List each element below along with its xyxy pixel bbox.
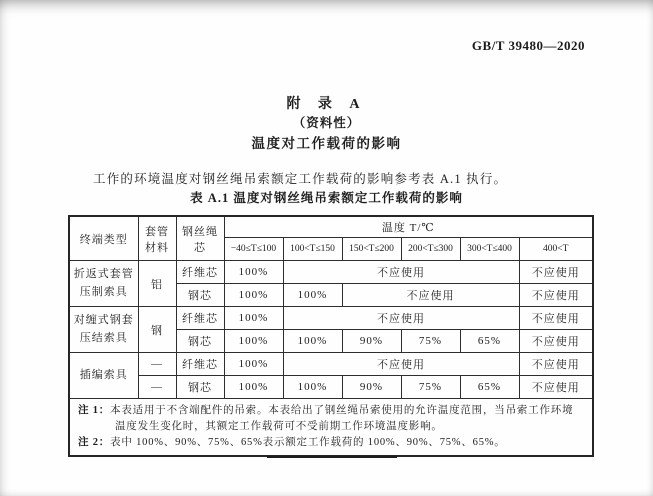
sleeve-material-header: [138, 216, 176, 261]
load-cell: 不应使用: [342, 284, 519, 307]
load-cell: 90%: [342, 330, 401, 353]
load-cell: 不应使用: [519, 376, 593, 399]
sleeve-material-line2: 材料: [145, 241, 169, 254]
table-row: [69, 353, 593, 376]
note-1: [78, 403, 584, 435]
core-cell: 钢芯: [176, 376, 224, 399]
terminal-type-cell: 折返式套管压制索具: [69, 261, 138, 307]
intro-paragraph: 工作的环境温度对钢丝绳吊索额定工作载荷的影响参考表 A.1 执行。: [93, 171, 508, 186]
material-cell: —: [138, 376, 176, 399]
load-cell: 不应使用: [283, 307, 519, 330]
terminal-type-cell: 对缠式钢套压结索具: [69, 307, 138, 353]
table-row: [69, 376, 593, 399]
note-1-label: 注 1：: [78, 405, 111, 416]
note-1-text: 本表适用于不含端配件的吊索。本表给出了钢丝绳吊索使用的允许温度范围，当吊索工作环境温度发生变化时，其额定工作载荷可不受前期工作环境温度影响。: [110, 405, 574, 432]
table-row: [69, 261, 593, 284]
temp-range-header: 200<T≤300: [401, 238, 460, 261]
load-cell: 不应使用: [519, 284, 593, 307]
rope-core-header: 钢丝绳芯: [176, 216, 224, 261]
load-cell: 不应使用: [283, 261, 519, 284]
load-cell: 100%: [224, 284, 283, 307]
load-cell: 不应使用: [283, 353, 519, 376]
appendix-kind: （资料性）: [292, 116, 361, 130]
load-cell: 100%: [224, 330, 283, 353]
load-cell: 不应使用: [519, 261, 593, 284]
appendix-title: 附 录 A: [286, 97, 367, 112]
temp-range-header: 400<T: [519, 238, 593, 261]
temp-range-header: −40≤T≤100: [224, 238, 283, 261]
table-row: [69, 307, 593, 330]
core-cell: 钢芯: [176, 284, 224, 307]
load-cell: 75%: [401, 330, 460, 353]
load-cell: 100%: [224, 261, 283, 284]
material-cell: —: [138, 353, 176, 376]
header-row-1: [69, 216, 593, 238]
standard-number: GB/T 39480—2020: [471, 38, 585, 53]
temp-range-header: 300<T≤400: [460, 238, 519, 261]
load-cell: 75%: [401, 376, 460, 399]
load-cell: 100%: [224, 307, 283, 330]
load-cell: 100%: [283, 376, 342, 399]
load-cell: 100%: [224, 376, 283, 399]
terminal-type-header: 终端类型: [69, 216, 138, 261]
temperature-group-header: 温度 T/℃: [224, 216, 593, 238]
table-notes: [69, 399, 593, 457]
load-cell: 100%: [283, 330, 342, 353]
material-cell: 铝: [138, 261, 176, 307]
load-cell: 65%: [460, 376, 519, 399]
core-cell: 钢芯: [176, 330, 224, 353]
load-cell: 不应使用: [519, 330, 593, 353]
material-cell: 钢: [138, 307, 176, 353]
table-a1: [68, 215, 594, 457]
appendix-heading: 温度对工作载荷的影响: [251, 136, 402, 151]
load-cell: 不应使用: [519, 353, 593, 376]
temp-range-header: 100<T≤150: [283, 238, 342, 261]
table-caption: 表 A.1 温度对钢丝绳吊索额定工作载荷的影响: [190, 191, 463, 205]
temp-range-header: 150<T≤200: [342, 238, 401, 261]
core-cell: 纤维芯: [176, 353, 224, 376]
load-cell: 100%: [224, 353, 283, 376]
note-2-label: 注 2：: [78, 436, 111, 448]
notes-row: [69, 399, 593, 457]
core-cell: 纤维芯: [176, 307, 224, 330]
sleeve-material-line1: 套管: [145, 225, 169, 238]
load-cell: 100%: [283, 284, 342, 307]
end-of-section-divider: [267, 456, 397, 458]
load-cell: 不应使用: [519, 307, 593, 330]
note-2-text: 表中 100%、90%、75%、65%表示额定工作载荷的 100%、90%、75%、65%。: [110, 436, 506, 448]
load-cell: 90%: [342, 376, 401, 399]
note-2: [78, 435, 584, 451]
terminal-type-cell: 插编索具: [69, 353, 138, 399]
load-cell: 65%: [460, 330, 519, 353]
core-cell: 纤维芯: [176, 261, 224, 284]
